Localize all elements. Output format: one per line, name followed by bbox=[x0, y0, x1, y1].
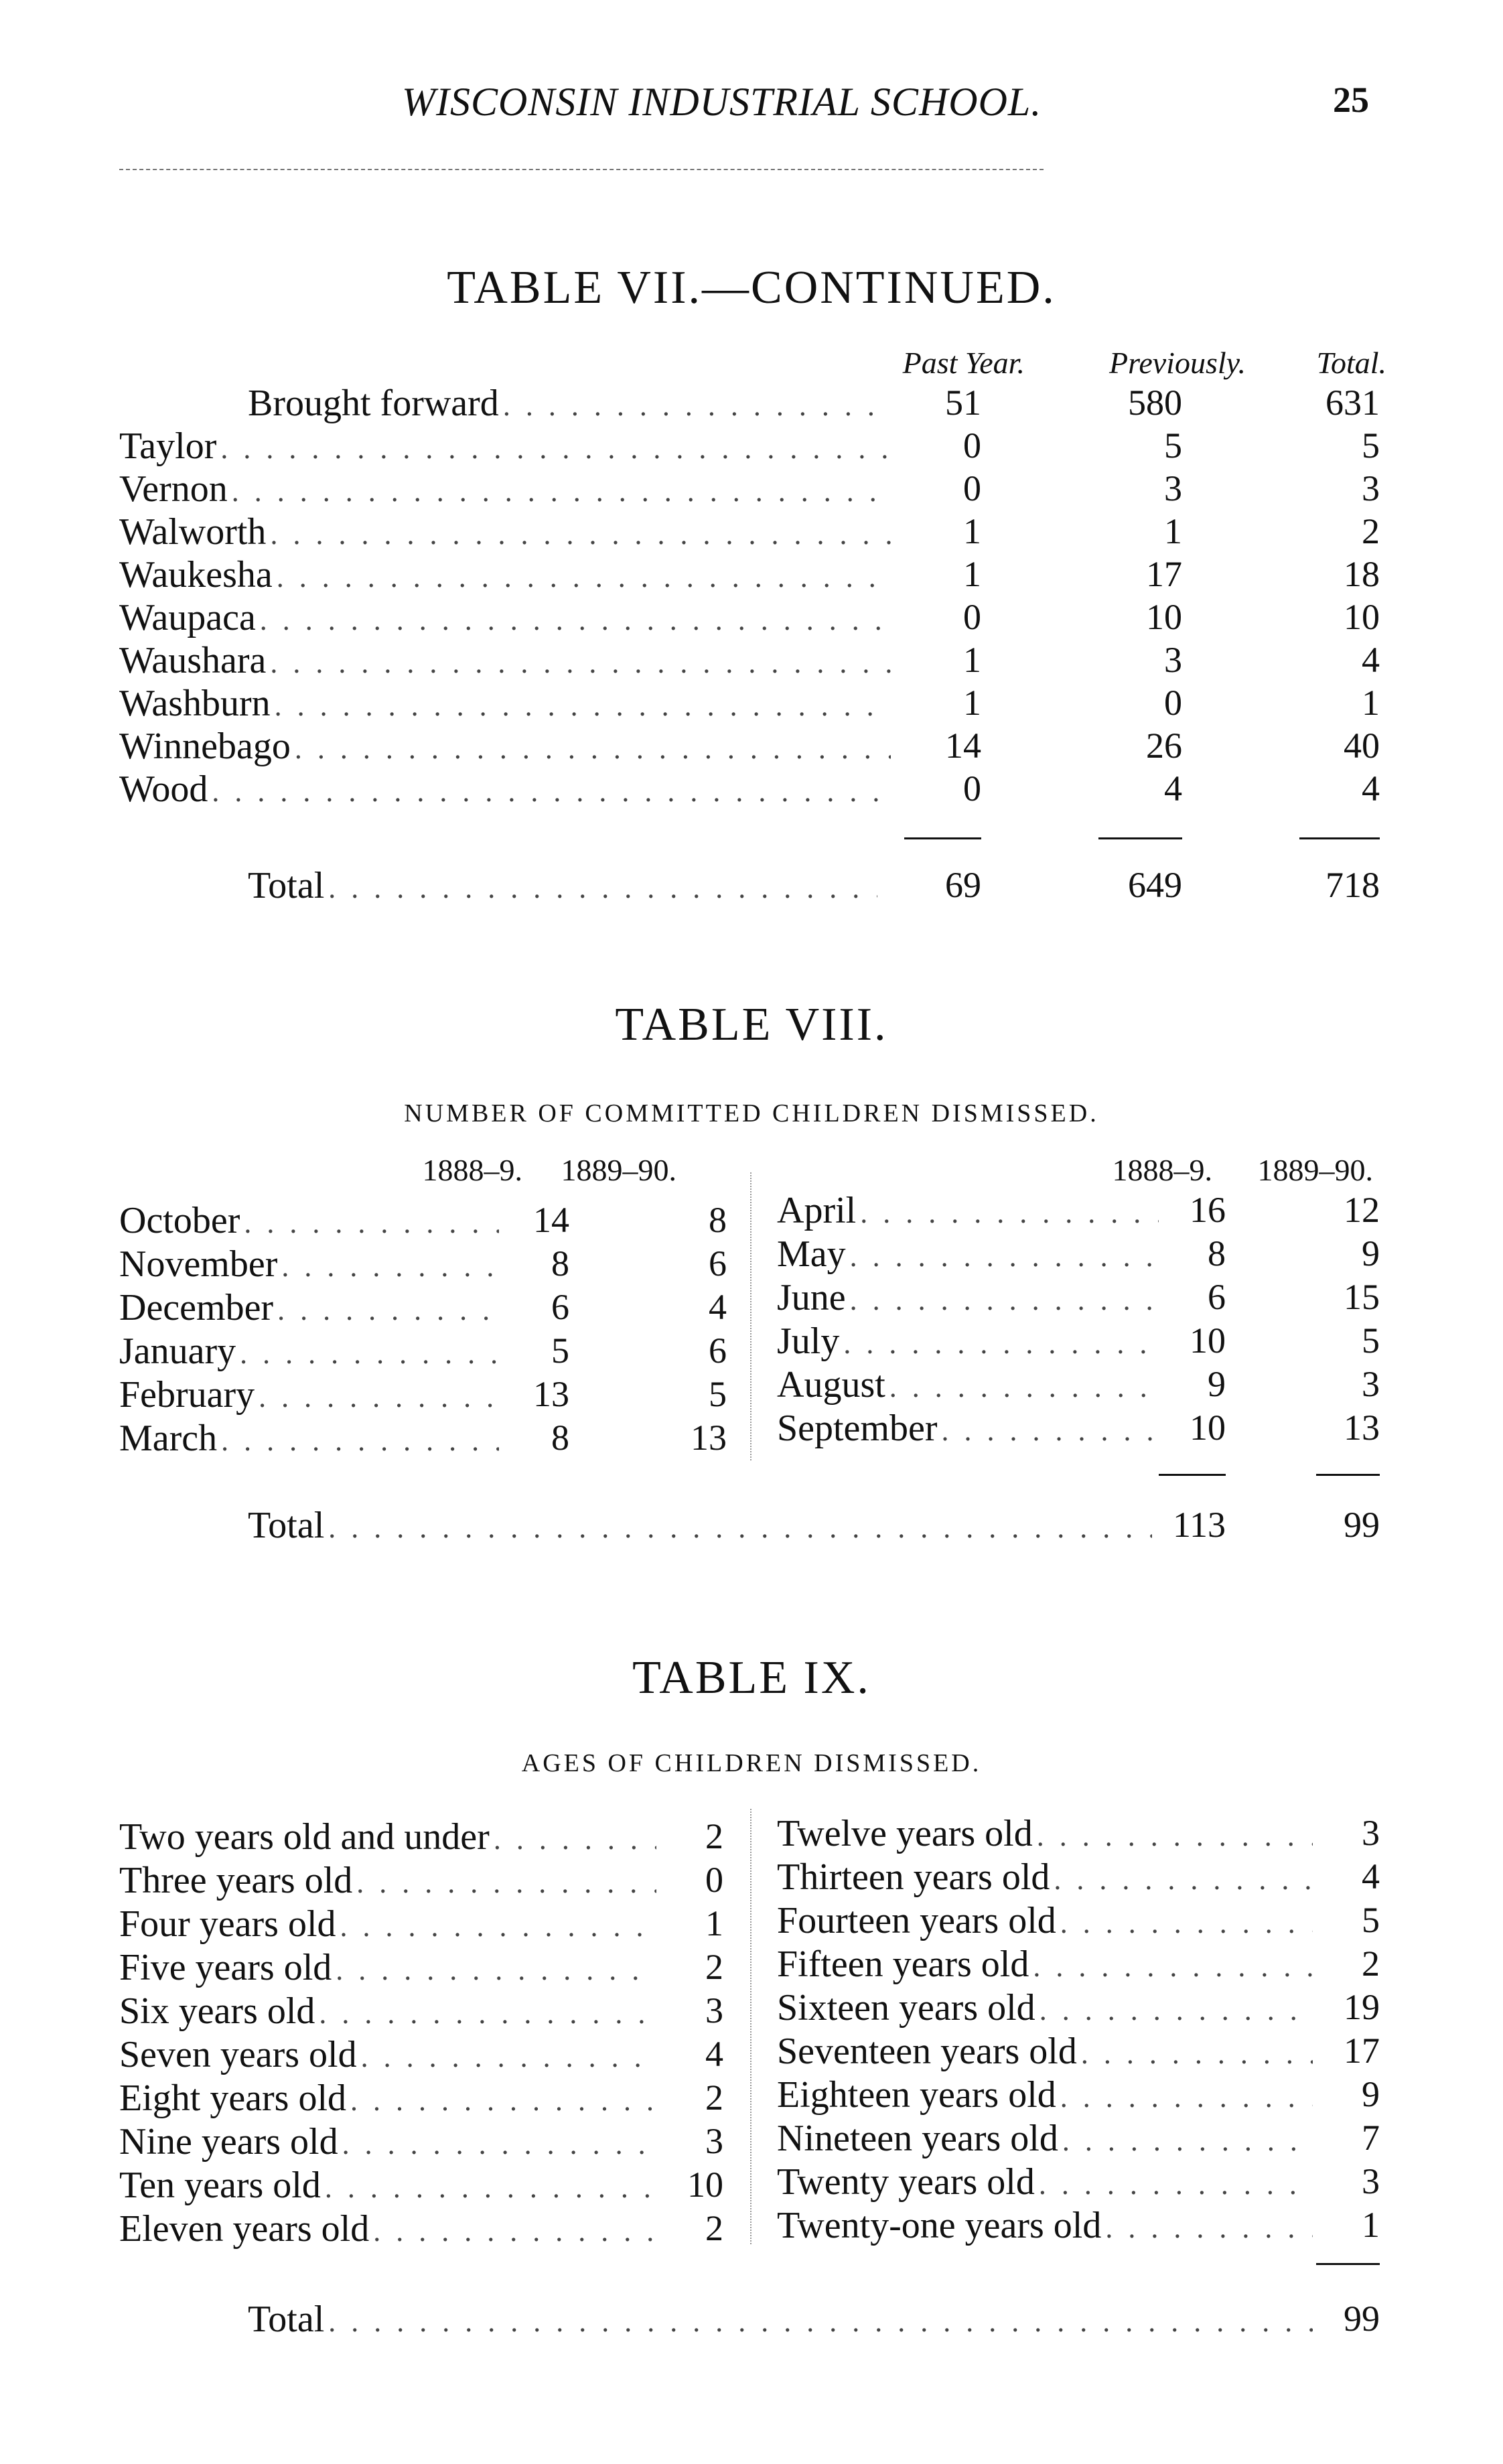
table9-right-row-4-label: Sixteen years old bbox=[777, 1987, 1035, 2029]
table7-row-1-value-2: 5 bbox=[1362, 425, 1380, 466]
table7-row-7-leader-dots bbox=[275, 689, 891, 723]
table7-row-4-value-2: 18 bbox=[1344, 554, 1380, 594]
table7-total-leader-dots bbox=[328, 871, 877, 905]
table8-total-label: Total bbox=[248, 1505, 325, 1546]
table9-right-row-2 bbox=[777, 1899, 1313, 1942]
table9-right-row-5-label: Seventeen years old bbox=[777, 2031, 1077, 2072]
table9-right-row-3 bbox=[777, 1943, 1313, 1986]
table7-row-2 bbox=[119, 468, 891, 510]
table7-row-2-value-1: 3 bbox=[1164, 468, 1182, 508]
table7-row-6-leader-dots bbox=[270, 646, 891, 680]
table7-row-1-leader-dots bbox=[220, 431, 891, 466]
table8-right-row-4-1888: 9 bbox=[1208, 1364, 1226, 1404]
table9-left-row-3-value: 2 bbox=[705, 1947, 723, 1987]
table8-left-row-5-1888: 8 bbox=[551, 1418, 569, 1458]
table8-right-row-2-1889: 15 bbox=[1344, 1277, 1380, 1317]
table8-right-row-3-1889: 5 bbox=[1362, 1320, 1380, 1361]
table7-row-1-label: Taylor bbox=[119, 425, 217, 467]
table7-row-7 bbox=[119, 682, 891, 725]
table7-row-5-label: Waupaca bbox=[119, 597, 256, 638]
table8-left-row-1-1888: 8 bbox=[551, 1243, 569, 1284]
table8-left-row-5-leader-dots bbox=[221, 1424, 499, 1458]
table7-row-7-value-0: 1 bbox=[963, 683, 981, 723]
table8-left-row-5-1889: 13 bbox=[691, 1418, 727, 1458]
table7-row-4-leader-dots bbox=[277, 560, 891, 594]
table7-row-0-value-0: 51 bbox=[945, 383, 981, 423]
table7-row-3 bbox=[119, 510, 891, 553]
table9-total bbox=[248, 2298, 1313, 2341]
table7-total-value-1: 649 bbox=[1128, 865, 1182, 905]
table8-right-row-1 bbox=[777, 1233, 1159, 1276]
table9-left-row-4-value: 3 bbox=[705, 1990, 723, 2031]
table8-left-col-1888: 1888–9. bbox=[422, 1153, 522, 1187]
table9-left-row-6-label: Eight years old bbox=[119, 2077, 347, 2119]
table8-right-row-5-1889: 13 bbox=[1344, 1408, 1380, 1448]
table9-right-row-3-leader-dots bbox=[1033, 1949, 1313, 1984]
table7-row-0-leader-dots bbox=[503, 389, 891, 423]
table8-right-row-2-leader-dots bbox=[850, 1283, 1159, 1317]
table7-row-9-leader-dots bbox=[212, 774, 891, 809]
table9-left-row-6 bbox=[119, 2077, 656, 2120]
table8-right-row-1-1889: 9 bbox=[1362, 1233, 1380, 1274]
table7-row-3-value-1: 1 bbox=[1164, 511, 1182, 551]
table7-row-6-value-0: 1 bbox=[963, 640, 981, 680]
table8-right-row-5-label: September bbox=[777, 1408, 938, 1449]
table8-left-row-0-1889: 8 bbox=[709, 1200, 727, 1240]
table9-left-row-0-leader-dots bbox=[494, 1822, 656, 1856]
table8-right-row-0-1889: 12 bbox=[1344, 1190, 1380, 1230]
table8-right-row-3-1888: 10 bbox=[1190, 1320, 1226, 1361]
table8-left-row-3 bbox=[119, 1330, 499, 1373]
table9-right-row-5 bbox=[777, 2030, 1313, 2073]
table9-right-row-6 bbox=[777, 2073, 1313, 2116]
table9-left-row-7 bbox=[119, 2120, 656, 2163]
table8-subtitle: NUMBER OF COMMITTED CHILDREN DISMISSED. bbox=[404, 1099, 1099, 1127]
table8-right-row-2-label: June bbox=[777, 1277, 846, 1318]
table9-right-row-9-leader-dots bbox=[1105, 2211, 1313, 2245]
table8-right-row-2-1888: 6 bbox=[1208, 1277, 1226, 1317]
table8-left-row-4-1889: 5 bbox=[709, 1374, 727, 1414]
table8-left-row-2-leader-dots bbox=[277, 1293, 499, 1327]
table7-row-3-label: Walworth bbox=[119, 511, 267, 553]
table8-total-1889: 99 bbox=[1344, 1505, 1380, 1545]
table7-row-8-value-1: 26 bbox=[1146, 726, 1182, 766]
table7-row-3-leader-dots bbox=[270, 517, 891, 551]
table9-left-row-8-leader-dots bbox=[325, 2171, 656, 2205]
table9-left-row-6-value: 2 bbox=[705, 2077, 723, 2118]
running-head bbox=[0, 79, 1503, 133]
table7-row-6 bbox=[119, 639, 891, 682]
table7-col-past-year: Past Year. bbox=[902, 346, 1025, 380]
table9-right-row-4 bbox=[777, 1986, 1313, 2029]
table8-right-row-4-1889: 3 bbox=[1362, 1364, 1380, 1404]
table9-right-row-9-value: 1 bbox=[1362, 2205, 1380, 2245]
table7-row-2-label: Vernon bbox=[119, 468, 228, 510]
table8-right-row-5-1888: 10 bbox=[1190, 1408, 1226, 1448]
table8-left-row-5 bbox=[119, 1417, 499, 1460]
table7-row-5-leader-dots bbox=[260, 603, 891, 637]
table8-left-row-5-label: March bbox=[119, 1418, 218, 1459]
table9-left-row-8-value: 10 bbox=[687, 2165, 723, 2205]
table8-right-row-3 bbox=[777, 1320, 1159, 1363]
table9-total-leader-dots bbox=[328, 2305, 1313, 2339]
table9-right-row-8-label: Twenty years old bbox=[777, 2161, 1035, 2203]
table7-row-6-value-2: 4 bbox=[1362, 640, 1380, 680]
table9-total-label: Total bbox=[248, 2299, 325, 2340]
table7-row-8 bbox=[119, 725, 891, 768]
table8-rule-1889 bbox=[1316, 1474, 1380, 1476]
table8-left-row-2 bbox=[119, 1286, 499, 1329]
table9-left-row-0-value: 2 bbox=[705, 1816, 723, 1856]
table9-right-row-6-leader-dots bbox=[1060, 2080, 1313, 2114]
table7-row-0-value-2: 631 bbox=[1326, 383, 1380, 423]
table9-right-row-9-label: Twenty-one years old bbox=[777, 2205, 1102, 2246]
table9-right-row-2-value: 5 bbox=[1362, 1900, 1380, 1940]
table8-total-leader-dots bbox=[328, 1511, 1152, 1545]
table9-rule-total bbox=[1316, 2263, 1380, 2265]
table8-right-row-5-leader-dots bbox=[941, 1414, 1159, 1448]
table9-right-row-5-leader-dots bbox=[1081, 2037, 1313, 2071]
table9-right-row-6-value: 9 bbox=[1362, 2074, 1380, 2114]
table8-left-row-2-1889: 4 bbox=[709, 1287, 727, 1327]
table8-left-row-1-1889: 6 bbox=[709, 1243, 727, 1284]
table8-left-row-0 bbox=[119, 1199, 499, 1242]
table7-row-1-value-1: 5 bbox=[1164, 425, 1182, 466]
table8-left-row-4-leader-dots bbox=[259, 1380, 499, 1414]
table7-total-value-2: 718 bbox=[1326, 865, 1380, 905]
table7-col-previously: Previously. bbox=[1109, 346, 1246, 380]
table9-right-row-1-leader-dots bbox=[1054, 1862, 1313, 1897]
table7-total-label: Total bbox=[248, 865, 325, 906]
table8-left-row-1-label: November bbox=[119, 1243, 278, 1285]
table7-row-1-value-0: 0 bbox=[963, 425, 981, 466]
table9-left-row-1-label: Three years old bbox=[119, 1860, 353, 1901]
table7-total bbox=[248, 864, 877, 907]
table8-right-row-1-leader-dots bbox=[850, 1239, 1159, 1274]
table9-left-row-5 bbox=[119, 2033, 656, 2076]
table9-total-value: 99 bbox=[1344, 2299, 1380, 2339]
table7-rule-past bbox=[904, 837, 981, 839]
table7-row-4-label: Waukesha bbox=[119, 554, 273, 596]
table7-row-9-value-1: 4 bbox=[1164, 768, 1182, 809]
table9-right-row-0-label: Twelve years old bbox=[777, 1813, 1033, 1854]
table8-left-row-3-1889: 6 bbox=[709, 1330, 727, 1371]
table7-row-9-value-0: 0 bbox=[963, 768, 981, 809]
table7-row-0-value-1: 580 bbox=[1128, 383, 1182, 423]
table8-right-row-3-leader-dots bbox=[843, 1326, 1159, 1361]
table7-total-value-0: 69 bbox=[945, 865, 981, 905]
table9-left-row-6-leader-dots bbox=[350, 2083, 656, 2118]
table7-row-5 bbox=[119, 596, 891, 639]
table9-left-row-7-value: 3 bbox=[705, 2121, 723, 2161]
page-number: 25 bbox=[1333, 80, 1369, 120]
table7-row-8-leader-dots bbox=[295, 732, 891, 766]
table8-right-col-1889: 1889–90. bbox=[1257, 1153, 1373, 1187]
table9-left-row-8 bbox=[119, 2164, 656, 2207]
table9-right-row-4-leader-dots bbox=[1040, 1993, 1313, 2027]
table8-right-row-0-label: April bbox=[777, 1190, 857, 1231]
table9-right-row-8-leader-dots bbox=[1039, 2167, 1313, 2201]
table9-right-row-4-value: 19 bbox=[1344, 1987, 1380, 2027]
table9-left-row-0-label: Two years old and under bbox=[119, 1816, 490, 1858]
table7-row-1 bbox=[119, 425, 891, 468]
table7-row-4-value-0: 1 bbox=[963, 554, 981, 594]
table9-left-row-9-value: 2 bbox=[705, 2208, 723, 2248]
table9-left-row-5-value: 4 bbox=[705, 2034, 723, 2074]
table9-left-row-9-leader-dots bbox=[373, 2214, 656, 2248]
table8-left-row-2-label: December bbox=[119, 1287, 274, 1328]
table8-right-row-1-label: May bbox=[777, 1233, 846, 1275]
table8-left-row-2-1888: 6 bbox=[551, 1287, 569, 1327]
table8-title: TABLE VIII. bbox=[615, 999, 888, 1050]
table9-right-row-1-label: Thirteen years old bbox=[777, 1856, 1050, 1898]
table8-left-row-1-leader-dots bbox=[281, 1249, 499, 1284]
table8-right-row-4-label: August bbox=[777, 1364, 885, 1406]
table7-row-0-label: Brought forward bbox=[248, 383, 499, 424]
table8-left-row-0-1888: 14 bbox=[533, 1200, 569, 1240]
table8-left-row-1 bbox=[119, 1243, 499, 1286]
table8-right-row-0 bbox=[777, 1189, 1159, 1232]
table8-total-1888: 113 bbox=[1173, 1505, 1226, 1545]
table7-row-4-value-1: 17 bbox=[1146, 554, 1182, 594]
header-rule bbox=[119, 169, 1044, 170]
table8-left-row-0-leader-dots bbox=[244, 1206, 499, 1240]
table8-right-row-4 bbox=[777, 1363, 1159, 1406]
table9-left-row-1-leader-dots bbox=[356, 1866, 656, 1900]
table9-left-row-1-value: 0 bbox=[705, 1860, 723, 1900]
running-title: WISCONSIN INDUSTRIAL SCHOOL. bbox=[402, 80, 1042, 124]
table9-left-row-2 bbox=[119, 1903, 656, 1945]
table9-left-row-2-label: Four years old bbox=[119, 1903, 336, 1945]
table7-row-9 bbox=[119, 768, 891, 811]
table7-rule-previously bbox=[1098, 837, 1182, 839]
table8-right-row-2 bbox=[777, 1276, 1159, 1319]
table9-right-row-1-value: 4 bbox=[1362, 1856, 1380, 1897]
table9-right-row-6-label: Eighteen years old bbox=[777, 2074, 1056, 2116]
table9-left-row-4-leader-dots bbox=[319, 1996, 656, 2031]
table8-left-row-3-label: January bbox=[119, 1330, 236, 1372]
table7-row-7-value-1: 0 bbox=[1164, 683, 1182, 723]
table9-right-row-5-value: 17 bbox=[1344, 2031, 1380, 2071]
table9-right-row-0 bbox=[777, 1812, 1313, 1855]
table8-left-row-3-1888: 5 bbox=[551, 1330, 569, 1371]
table9-right-row-9 bbox=[777, 2204, 1313, 2247]
table7-row-4 bbox=[119, 553, 891, 596]
table8-right-row-1-1888: 8 bbox=[1208, 1233, 1226, 1274]
table7-row-5-value-1: 10 bbox=[1146, 597, 1182, 637]
table8-left-row-4-1888: 13 bbox=[533, 1374, 569, 1414]
table9-right-row-3-label: Fifteen years old bbox=[777, 1943, 1029, 1985]
table9-right-row-8-value: 3 bbox=[1362, 2161, 1380, 2201]
table9-right-row-2-leader-dots bbox=[1060, 1906, 1313, 1940]
table7-row-0 bbox=[248, 382, 891, 425]
table7-row-3-value-2: 2 bbox=[1362, 511, 1380, 551]
table7-row-6-value-1: 3 bbox=[1164, 640, 1182, 680]
table9-right-row-0-leader-dots bbox=[1037, 1819, 1313, 1853]
table8-right-row-0-leader-dots bbox=[860, 1196, 1159, 1230]
table8-left-row-3-leader-dots bbox=[240, 1337, 499, 1371]
table8-right-row-5 bbox=[777, 1407, 1159, 1450]
table7-row-2-value-0: 0 bbox=[963, 468, 981, 508]
table8-right-row-3-label: July bbox=[777, 1320, 840, 1362]
table9-right-row-7 bbox=[777, 2117, 1313, 2160]
table7-row-3-value-0: 1 bbox=[963, 511, 981, 551]
table7-row-9-value-2: 4 bbox=[1362, 768, 1380, 809]
table9-right-row-7-value: 7 bbox=[1362, 2118, 1380, 2158]
table8-rule-1888 bbox=[1159, 1474, 1226, 1476]
table7-row-5-value-2: 10 bbox=[1344, 597, 1380, 637]
table7-col-total: Total. bbox=[1316, 346, 1386, 380]
table7-title: TABLE VII.—CONTINUED. bbox=[447, 262, 1056, 314]
table8-left-row-4 bbox=[119, 1373, 499, 1416]
table9-right-row-0-value: 3 bbox=[1362, 1813, 1380, 1853]
table8-left-row-0-label: October bbox=[119, 1200, 240, 1241]
table7-row-5-value-0: 0 bbox=[963, 597, 981, 637]
table9-left-row-7-leader-dots bbox=[342, 2127, 656, 2161]
table7-row-7-label: Washburn bbox=[119, 683, 271, 724]
table7-row-2-value-2: 3 bbox=[1362, 468, 1380, 508]
table9-subtitle: AGES OF CHILDREN DISMISSED. bbox=[521, 1749, 982, 1777]
table7-row-2-leader-dots bbox=[232, 474, 891, 508]
table9-column-divider bbox=[750, 1809, 752, 2244]
table9-right-row-7-label: Nineteen years old bbox=[777, 2118, 1058, 2159]
table9-right-row-7-leader-dots bbox=[1062, 2124, 1313, 2158]
table9-left-row-7-label: Nine years old bbox=[119, 2121, 338, 2163]
table7-rule-total bbox=[1299, 837, 1380, 839]
table9-left-row-4 bbox=[119, 1990, 656, 2033]
table9-left-row-9-label: Eleven years old bbox=[119, 2208, 370, 2250]
table7-row-8-value-0: 14 bbox=[945, 726, 981, 766]
table8-total bbox=[248, 1504, 1152, 1547]
table7-row-9-label: Wood bbox=[119, 768, 208, 810]
table9-right-row-3-value: 2 bbox=[1362, 1943, 1380, 1984]
table7-row-8-label: Winnebago bbox=[119, 726, 291, 767]
table8-right-col-1888: 1888–9. bbox=[1112, 1153, 1212, 1187]
table9-left-row-4-label: Six years old bbox=[119, 1990, 315, 2032]
table9-right-row-2-label: Fourteen years old bbox=[777, 1900, 1056, 1941]
table9-left-row-9 bbox=[119, 2207, 656, 2250]
table9-left-row-5-label: Seven years old bbox=[119, 2034, 357, 2075]
table8-right-row-0-1888: 16 bbox=[1190, 1190, 1226, 1230]
table8-left-col-1889: 1889–90. bbox=[561, 1153, 676, 1187]
table8-right-row-4-leader-dots bbox=[889, 1370, 1159, 1404]
table8-column-divider bbox=[750, 1172, 752, 1460]
table9-left-row-8-label: Ten years old bbox=[119, 2165, 321, 2206]
table9-left-row-3-leader-dots bbox=[336, 1953, 656, 1987]
table9-left-row-1 bbox=[119, 1859, 656, 1902]
table9-left-row-3 bbox=[119, 1946, 656, 1989]
table9-left-row-5-leader-dots bbox=[361, 2040, 656, 2074]
table9-right-row-8 bbox=[777, 2161, 1313, 2203]
table7-row-8-value-2: 40 bbox=[1344, 726, 1380, 766]
table7-row-6-label: Waushara bbox=[119, 640, 267, 681]
table9-title: TABLE IX. bbox=[632, 1652, 871, 1704]
table7-row-7-value-2: 1 bbox=[1362, 683, 1380, 723]
table9-left-row-0 bbox=[119, 1816, 656, 1858]
table9-right-row-1 bbox=[777, 1856, 1313, 1899]
table8-left-row-4-label: February bbox=[119, 1374, 255, 1416]
table9-left-row-2-leader-dots bbox=[340, 1909, 656, 1943]
table9-left-row-3-label: Five years old bbox=[119, 1947, 332, 1988]
table9-left-row-2-value: 1 bbox=[705, 1903, 723, 1943]
